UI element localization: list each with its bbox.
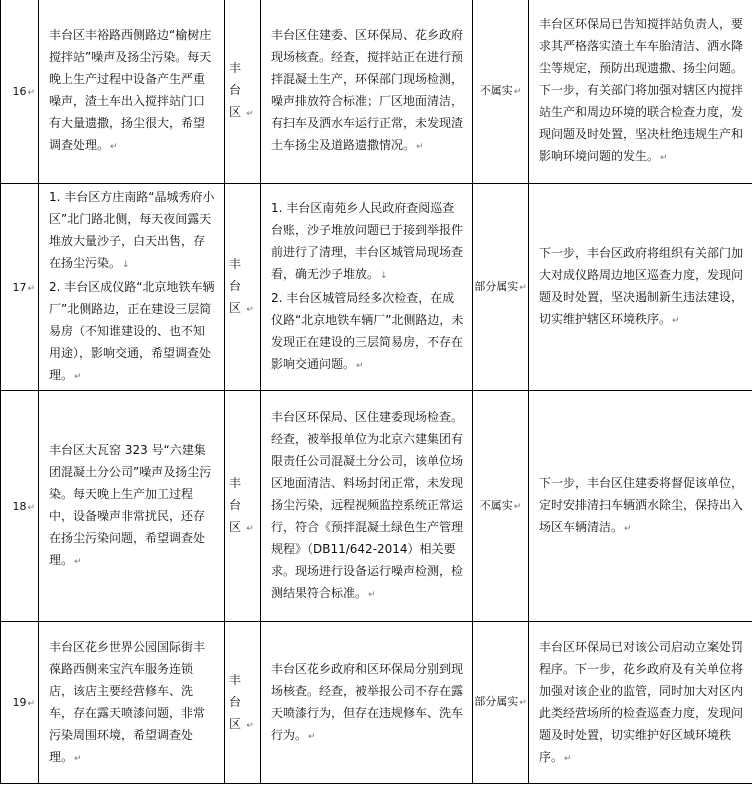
complaint-cell [39,391,225,622]
table-row [1,622,752,784]
measures-text: 丰台区环保局已告知搅拌站负责人，要求其严格落实渣土车车胎清洁、洒水降尘等规定，预防出现遗撒、扬尘问题。下一步，有关部门将加强对辖区内搅拌站生产和周边环境的联合检查力度，发现问题及时处置，坚决杜绝违规生产和影响环境问题的发生。↵ [539,17,744,163]
status-cell: 不属实↵ [473,0,529,184]
investigation-text: 丰台区住建委、区环保局、花乡政府现场核查。经查，搅拌站正在进行预拌混凝土生产，环保部门现场检测，噪声排放符合标准；厂区地面清洁，有扫车及洒水车运行正常，未发现渣土车扬尘及道路遗撒情况。↵ [271,28,464,152]
district-cell: 丰台区 ↵ [225,184,261,391]
district-cell: 丰台区 ↵ [225,391,261,622]
status-cell: 部分属实↵ [473,184,529,391]
district-cell: 丰台区 ↵ [225,0,261,184]
complaint-text: 丰台区花乡世界公园国际街丰葆路西侧来宝汽车服务连锁店，该店主要经营修车、洗车，存在露天喷漆问题，非常污染周围环境，希望调查处理。↵ [49,639,206,764]
measures-text: 下一步，丰台区政府将组织有关部门加大对成仪路周边地区巡查力度，发现问题及时处置，坚决遏制新生违法建设，切实维护辖区环境秩序。↵ [539,246,744,326]
complaint-cell [39,184,225,391]
measures-cell [529,622,752,784]
district-cell: 丰台区 ↵ [225,622,261,784]
complaint-text: 丰台区大瓦窑 323 号“六建集团混凝土分公司”噪声及扬尘污染。每天晚上生产加工过程中，设备噪声非常扰民，还存在扬尘污染问题，希望调查处理。↵ [49,443,212,567]
row-number: 17↵ [1,184,39,391]
row-number: 16↵ [1,0,39,184]
complaint-text: 丰台区丰裕路西侧路边“榆树庄搅拌站”噪声及扬尘污染。每天晚上生产过程中设备产生严重噪声，渣土车出入搅拌站门口有大量遗撒，扬尘很大，希望调查处理。↵ [49,28,212,152]
investigation-text: 1. 丰台区南苑乡人民政府查阅巡查台账，沙子堆放问题已于接到举报件前进行了清理，丰台区城管局现场查看，确无沙子堆放。↓ [271,201,464,281]
investigation-cell [261,622,473,784]
investigation-cell [261,184,473,391]
complaint-text: 2. 丰台区成仪路“北京地铁车辆厂”北侧路边，正在建设三层简易房（不知谁建设的、也不知用途），影响交通，希望调查处理。↵ [49,280,215,382]
row-number: 18↵ [1,391,39,622]
table-row [1,184,752,391]
status-cell: 部分属实↵ [473,622,529,784]
investigation-text: 2. 丰台区城管局经多次检查，在成仪路“北京地铁车辆厂”北侧路边，未发现正在建设的三层简易房，不存在影响交通问题。↵ [271,291,464,371]
measures-cell [529,0,752,184]
measures-cell [529,391,752,622]
row-number: 19↵ [1,622,39,784]
complaint-text: 1. 丰台区方庄南路“晶城秀府小区”北门路北侧，每天夜间露天堆放大量沙子，白天出售，存在扬尘污染。↓ [49,190,215,270]
table-row [1,391,752,622]
investigation-cell [261,0,473,184]
table-row [1,0,752,184]
investigation-text: 丰台区环保局、区住建委现场检查。经查，被举报单位为北京六建集团有限责任公司混凝土分公司，该单位场区地面清洁、料场封闭正常，未发现扬尘污染，远程视频监控系统正常运行，符合《预拌混凝土绿色生产管理规程》（DB11/642-2014）相关要求。现场进行设备运行噪声检测，检测结果符合标准。↵ [271,410,464,600]
measures-cell [529,184,752,391]
complaint-cell [39,0,225,184]
investigation-cell [261,391,473,622]
measures-text: 下一步，丰台区住建委将督促该单位，定时安排清扫车辆洒水除尘，保持出入场区车辆清洁。↵ [539,476,744,534]
measures-text: 丰台区环保局已对该公司启动立案处罚程序。下一步，花乡政府及有关单位将加强对该企业的监管，同时加大对区内此类经营场所的检查巡查力度，发现问题及时处置，切实维护好区域环境秩序。↵ [539,639,744,764]
status-cell: 不属实↵ [473,391,529,622]
investigation-text: 丰台区花乡政府和区环保局分别到现场核查。经查，被举报公司不存在露天喷漆行为，但存在违规修车、洗车行为。↵ [271,661,464,742]
complaint-cell [39,622,225,784]
